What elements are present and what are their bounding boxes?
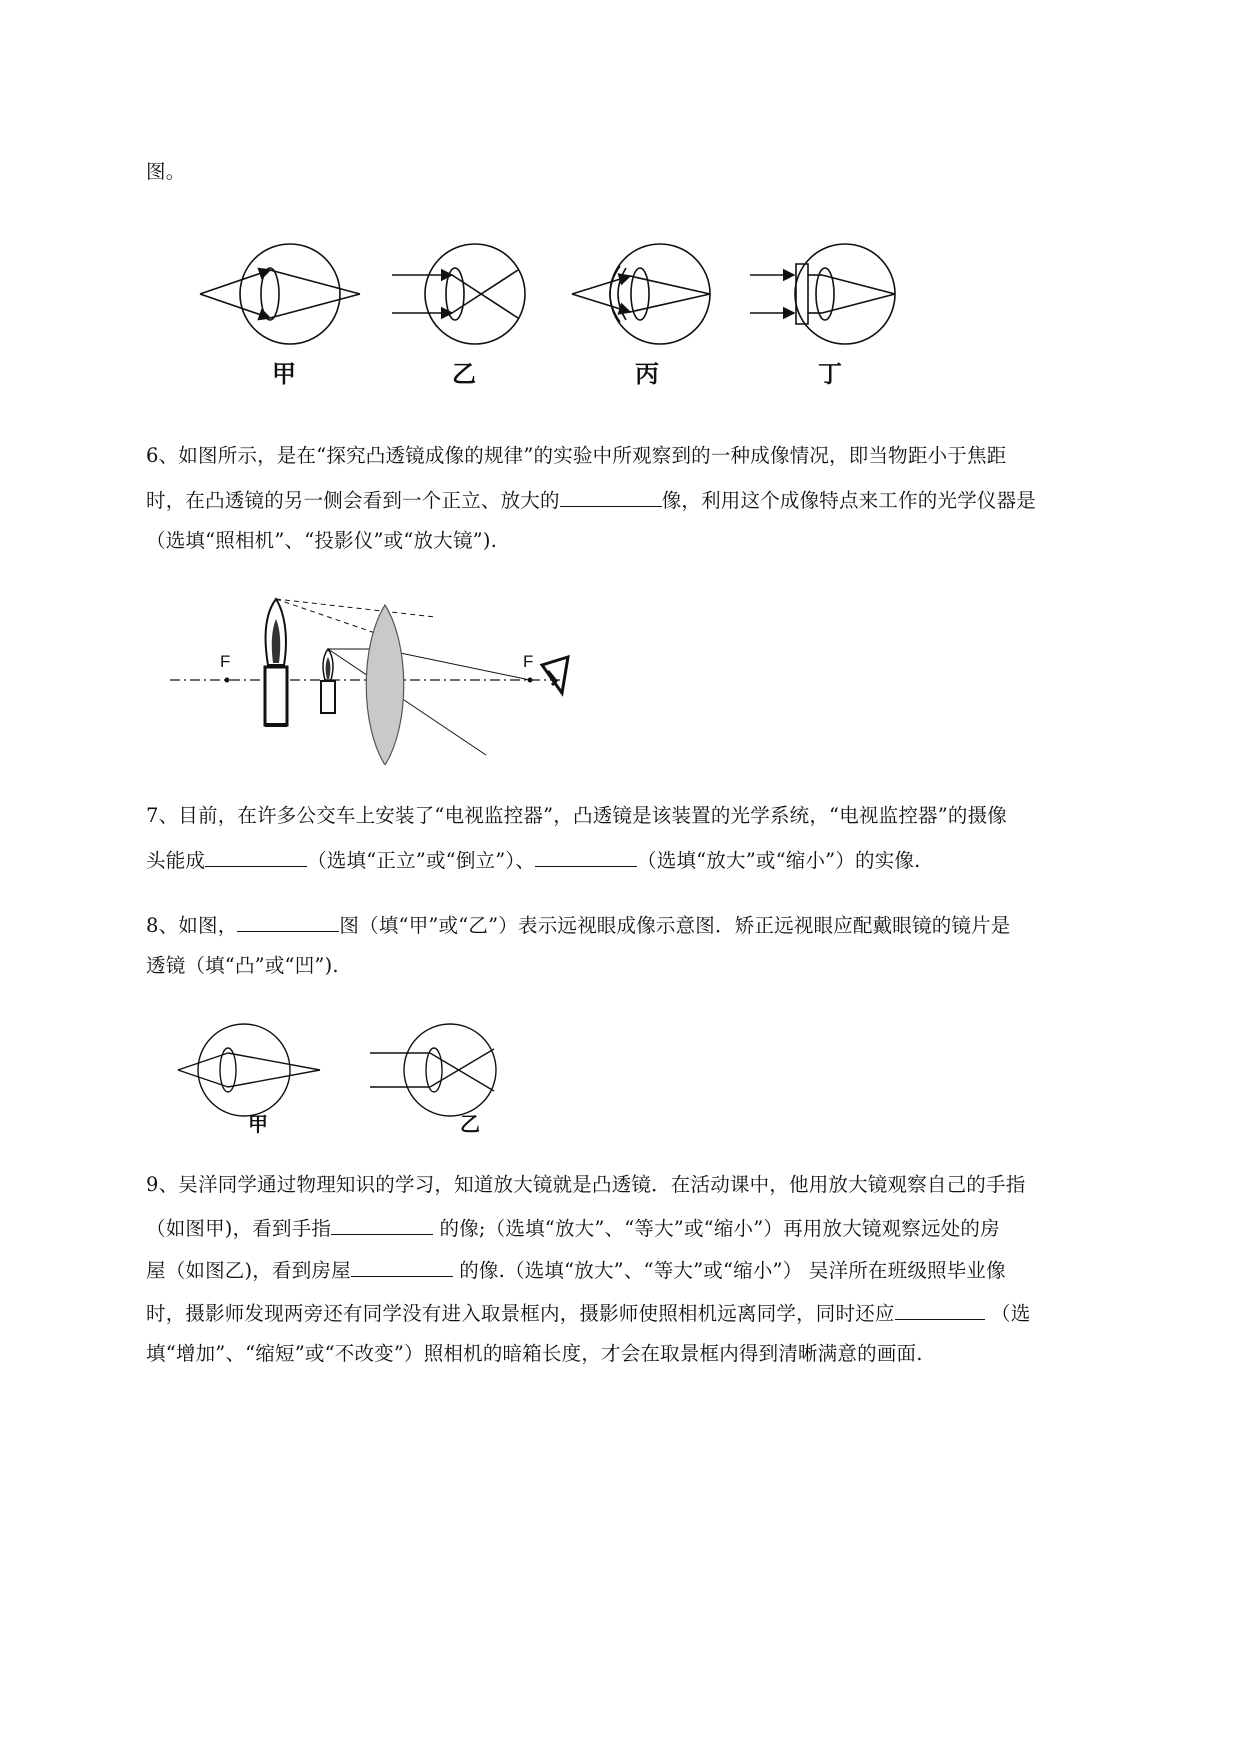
q7-blank-1[interactable] [205, 844, 307, 867]
q9-line-4 [146, 1297, 1030, 1329]
q9-line-2 [146, 1212, 1000, 1244]
q9-line-1: 9、吴洋同学通过物理知识的学习，知道放大镜就是凸透镜．在活动课中，他用放大镜观察自己的手指 [146, 1173, 1026, 1196]
q6-blank-1[interactable] [560, 484, 662, 507]
q8-line-2: 透镜（填“凸”或“凹”). [146, 954, 339, 977]
focus-point-left [225, 678, 230, 683]
eye-jia-diagram [200, 244, 360, 344]
eye-yi-small [370, 1024, 496, 1116]
q9-text-2b: 的像;（选填“放大”、“等大”或“缩小”）再用放大镜观察远处的房 [433, 1217, 1000, 1240]
eye-ding-diagram [750, 244, 895, 344]
focus-label-right: F [523, 652, 534, 671]
q7-line-2 [146, 844, 921, 876]
virtual-candle-body [265, 667, 287, 725]
fig1-label-bing: 丙 [635, 360, 659, 388]
observer-eye [542, 657, 568, 693]
fig3-label-yi: 乙 [460, 1112, 480, 1136]
fig1-label-yi: 乙 [452, 360, 476, 388]
q9-text-4b: （选 [984, 1302, 1031, 1325]
q8-text-a: 8、如图， [146, 914, 238, 937]
eye-diagrams-figure [190, 228, 910, 358]
q9-blank-1[interactable] [331, 1212, 433, 1235]
q9-blank-2[interactable] [351, 1254, 453, 1277]
q6-text-a: 时，在凸透镜的另一侧会看到一个正立、放大的 [146, 489, 560, 512]
q9-text-4a: 时，摄影师发现两旁还有同学没有进入取景框内，摄影师使照相机远离同学，同时还应 [146, 1302, 895, 1325]
q6-line-3: （选填“照相机”、“投影仪”或“放大镜”). [146, 529, 498, 552]
q7-line-1: 7、目前，在许多公交车上安装了“电视监控器”，凸透镜是该装置的光学系统，“电视监控器”的摄像 [146, 804, 1007, 827]
q8-text-b: 图（填“甲”或“乙”）表示远视眼成像示意图．矫正远视眼应配戴眼镜的镜片是 [339, 914, 1011, 937]
q9-text-2a: （如图甲)，看到手指 [146, 1217, 332, 1240]
q7-blank-2[interactable] [535, 844, 637, 867]
q9-line-5: 填“增加”、“缩短”或“不改变”）照相机的暗箱长度，才会在取景框内得到清晰满意的画面. [146, 1342, 923, 1365]
fig1-label-ding: 丁 [818, 360, 842, 388]
q7-text-c: （选填“放大”或“缩小”）的实像. [637, 849, 921, 872]
magnifier-diagram [170, 585, 600, 765]
q6-text-b: 像，利用这个成像特点来工作的光学仪器是 [661, 489, 1037, 512]
q9-text-3a: 屋（如图乙)，看到房屋 [146, 1259, 351, 1282]
eye-yi-diagram [392, 244, 525, 344]
q9-blank-3[interactable] [895, 1297, 985, 1320]
q6-line-2 [146, 484, 1036, 516]
q9-line-3 [146, 1254, 1006, 1286]
q8-line-1 [146, 909, 1011, 941]
fig1-label-jia: 甲 [272, 360, 296, 388]
fig3-label-jia: 甲 [248, 1112, 268, 1136]
top-text: 图。 [146, 160, 186, 183]
real-candle-body [321, 681, 335, 713]
q7-text-b: （选填“正立”或“倒立”）、 [307, 849, 536, 872]
q7-text-a: 头能成 [146, 849, 206, 872]
eye-jia-small [178, 1024, 320, 1116]
focus-label-left: F [220, 652, 231, 671]
convex-lens [366, 605, 404, 765]
q8-blank-1[interactable] [237, 909, 339, 932]
q9-text-3b: 的像.（选填“放大”、“等大”或“缩小”） 吴洋所在班级照毕业像 [452, 1259, 1006, 1282]
q6-line-1: 6、如图所示，是在“探究凸透镜成像的规律”的实验中所观察到的一种成像情况，即当物距小于焦距 [146, 444, 1007, 467]
eye-bing-diagram [572, 244, 710, 344]
